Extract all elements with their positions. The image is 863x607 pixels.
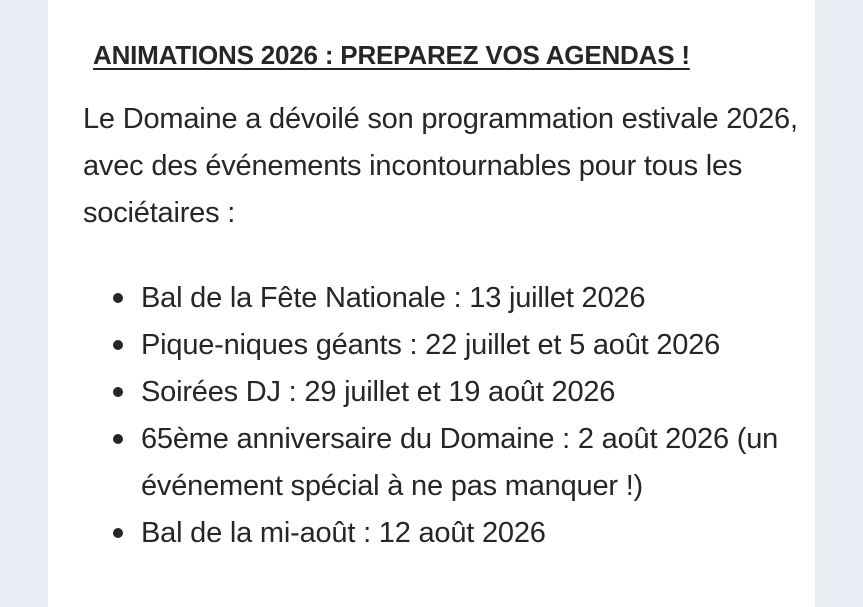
event-item [141,275,803,322]
bullet-icon [113,434,123,444]
event-text: 65ème anniversaire du Domaine : 2 août 2026 (un événement spécial à ne pas manquer !) [141,423,779,502]
article-content [83,36,803,557]
event-item [141,510,803,557]
event-item [141,322,803,369]
event-list [83,275,803,557]
bullet-icon [113,340,123,350]
event-text: Soirées DJ : 29 juillet et 19 août 2026 [141,376,616,408]
article-title: ANIMATIONS 2026 : PREPAREZ VOS AGENDAS ! [93,40,690,70]
event-text: Pique-niques géants : 22 juillet et 5 août 2026 [141,329,721,361]
bullet-icon [113,387,123,397]
event-text: Bal de la Fête Nationale : 13 juillet 2026 [141,282,646,314]
bullet-icon [113,528,123,538]
bullet-icon [113,293,123,303]
event-item [141,416,803,510]
event-item [141,369,803,416]
article-intro: Le Domaine a dévoilé son programmation estivale 2026, avec des événements incontournables pour tous les sociétaires : [83,103,798,229]
event-text: Bal de la mi-août : 12 août 2026 [141,517,546,549]
article-card [48,0,815,607]
